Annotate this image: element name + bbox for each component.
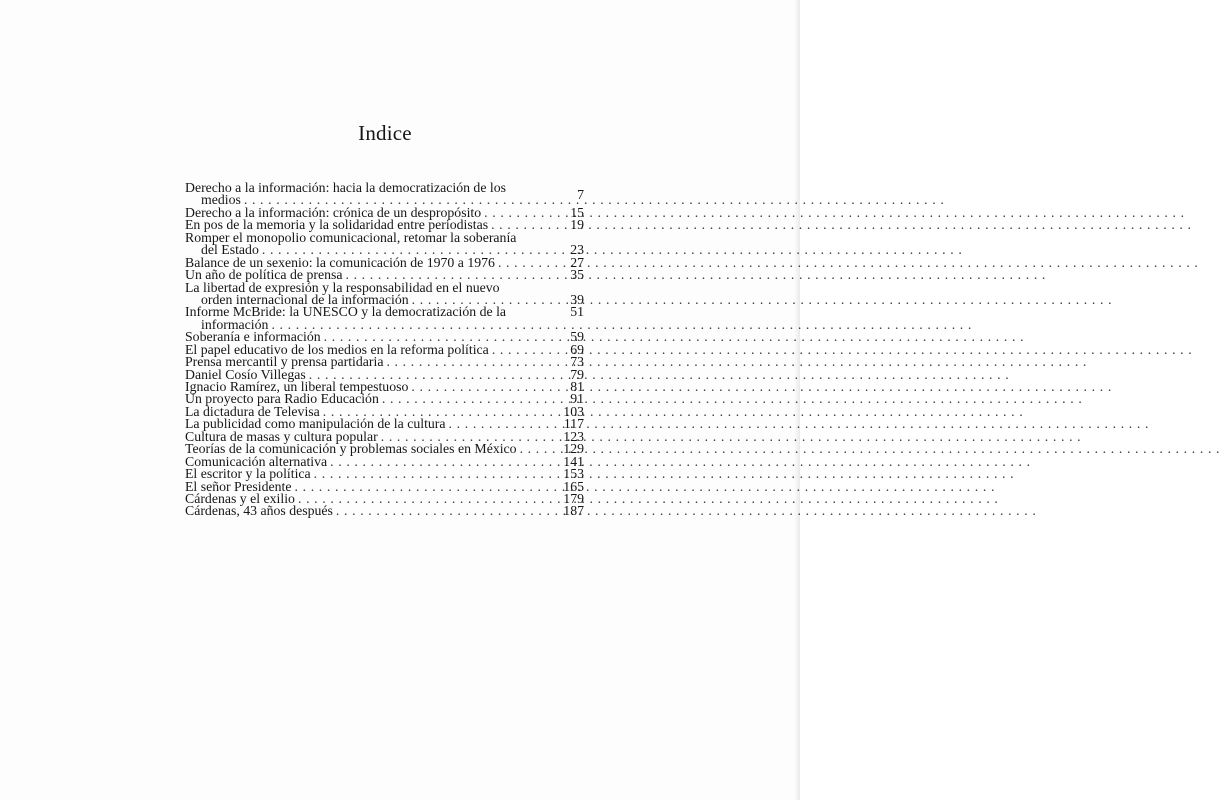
toc-entry-text: La dictadura de Televisa — [185, 403, 320, 419]
toc-page-number: 69 — [570, 341, 584, 357]
toc-entry-text: Soberanía e información — [185, 329, 321, 345]
toc-page-number: 35 — [570, 267, 584, 283]
toc-entry-text: Informe McBride: la UNESCO y la democratización de la — [185, 304, 507, 320]
dot-leader — [336, 505, 544, 517]
toc-entry — [185, 182, 584, 207]
toc-entry-text: Balance de un sexenio: la comunicación de 1970 a 1976 — [185, 254, 495, 270]
toc-entry-text: La publicidad como manipulación de la cultura — [185, 416, 446, 432]
toc-page-number: 165 — [563, 478, 584, 494]
toc-entry-text: información — [201, 316, 269, 332]
toc-entry-text: Cultura de masas y cultura popular — [185, 428, 378, 444]
toc-entry-text: En pos de la memoria y la solidaridad entre periodistas — [185, 217, 489, 233]
toc-entry-text: orden internacional de la información — [201, 291, 409, 307]
toc-page-number: 27 — [570, 254, 584, 270]
toc-entry-text: La libertad de expresión y la responsabilidad en el nuevo — [185, 279, 500, 295]
toc-page-number: 59 — [570, 329, 584, 345]
toc-page-number: 153 — [563, 466, 584, 482]
toc-page-number: 15 — [570, 204, 584, 220]
toc-entry-text: Ignacio Ramírez, un liberal tempestuoso — [185, 379, 409, 394]
toc-page-number: 141 — [563, 453, 584, 469]
toc-entry-text: Un año de política de prensa — [185, 267, 343, 283]
toc-page-number: 91 — [570, 391, 584, 407]
toc-entry-text: Prensa mercantil y prensa partidaria — [185, 354, 384, 370]
toc-entry-text: El señor Presidente — [185, 478, 292, 494]
toc-page-number: 179 — [563, 490, 584, 506]
toc-page-number: 81 — [570, 379, 584, 394]
toc-page-number: 7 — [577, 187, 584, 202]
toc-entry-text: Romper el monopolio comunicacional, retomar la soberanía — [185, 229, 517, 245]
toc-entry-text: del Estado — [201, 242, 259, 258]
toc-entry — [185, 279, 584, 307]
toc-page-number: 39 — [570, 291, 584, 307]
toc-entry-text: Un proyecto para Radio Educación — [185, 391, 379, 407]
toc-entry — [185, 306, 584, 331]
toc-page-number: 187 — [563, 503, 584, 519]
toc-entry-line — [185, 505, 584, 517]
page-title: Indice — [358, 121, 412, 145]
toc-entry-text: Cárdenas, 43 años después — [185, 503, 333, 519]
toc-page-number: 103 — [563, 403, 584, 419]
toc-page-number: 19 — [570, 217, 584, 233]
page-edge-shadow — [794, 0, 800, 800]
toc-entry-text: medios — [201, 192, 241, 208]
toc-page-number: 73 — [570, 354, 584, 370]
toc-entry-text: Teorías de la comunicación y problemas sociales en México — [185, 441, 517, 457]
toc-entry-text: Cárdenas y el exilio — [185, 490, 295, 506]
toc-page-number: 51 — [570, 304, 584, 320]
toc-page-number: 23 — [570, 242, 584, 258]
toc-page-number: 123 — [563, 428, 584, 444]
toc-entry-text: Derecho a la información: crónica de un despropósito — [185, 204, 482, 220]
toc-entry-text: Comunicación alternativa — [185, 453, 328, 469]
toc-entry-text: El papel educativo de los medios en la reforma política — [185, 341, 489, 357]
toc-entry-text: Derecho a la información: hacia la democratización de los — [185, 180, 507, 195]
toc-page-number: 117 — [563, 416, 584, 432]
table-of-contents — [185, 182, 584, 518]
toc-page-number: 79 — [570, 366, 584, 382]
toc-page-number: 129 — [563, 441, 584, 457]
toc-entry-text: El escritor y la política — [185, 466, 311, 482]
toc-entry — [185, 229, 584, 258]
toc-entry — [185, 505, 584, 517]
toc-entry-text: Daniel Cosío Villegas — [185, 366, 306, 382]
